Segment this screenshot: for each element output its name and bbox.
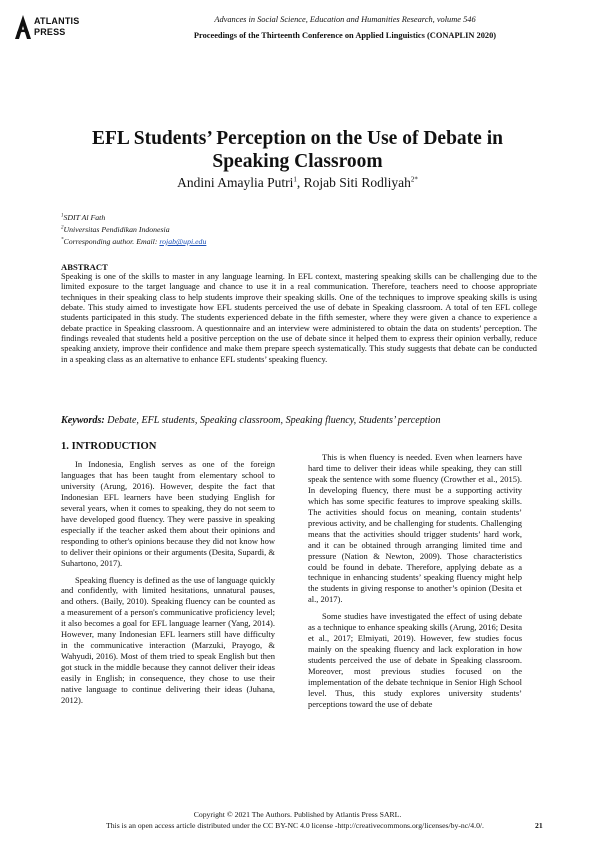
- left-column: [61, 459, 275, 712]
- author-name: Andini Amaylia Putri: [177, 175, 294, 190]
- affiliation-mark: 1: [61, 213, 64, 219]
- affiliation: [61, 237, 206, 246]
- proceedings-header: Proceedings of the Thirteenth Conference on Applied Linguistics (CONAPLIN 2020): [193, 31, 497, 40]
- paragraph: This is when fluency is needed. Even when learners have hard time to deliver their ideas while speaking, they can still speak the sentence with some fluency (Crowther et al., 2015). In developing fluency, there must be a supporting activity which has some specific features to improve speaking skills. The activities should focus on meaning, contain students’ previous activity, and be challenging for students. Challenging means that the activities should trigger students’ hard work, and it can be obtained through arranging limited time and pressure (Nation & Newton, 2009). Those characteristics could be found in debate. Therefore, applying debate as a technique in enhancing students’ speaking fluency might help the students in giving response to another’s opinion (Desita et al., 2017).: [308, 452, 522, 605]
- keywords-list: Debate, EFL students, Speaking classroom, Speaking fluency, Students’ perception: [104, 415, 441, 426]
- right-column: [308, 452, 522, 716]
- author-affiliation-mark: 2*: [410, 175, 418, 184]
- logo-text-line1: ATLANTIS: [34, 16, 80, 26]
- section-heading: 1. INTRODUCTION: [61, 441, 157, 452]
- paragraph: Some studies have investigated the effect of using debate as a technique to enhance speaking skills (Arung, 2016; Desita et al., 2017; Elmiyati, 2019). However, few studies focus mainly on the speaking fluency and lack exploration in how students perceived the use of debate in Speaking classroom. Moreover, most previous studies focused on the implementation of the debate technique in Senior High School level. Thus, this study explores university students’ perceptions toward the use of debate: [308, 611, 522, 709]
- author-name: Rojab Siti Rodliyah: [303, 175, 411, 190]
- keywords: [61, 415, 537, 426]
- affiliation-text: Corresponding author. Email:: [63, 237, 160, 246]
- author-separator: ,: [296, 175, 304, 190]
- logo-text-line2: PRESS: [34, 27, 66, 37]
- page-number: 21: [535, 821, 543, 830]
- paragraph: Speaking fluency is defined as the use of language quickly and confidently, with limited hesitations, unnatural pauses, and others. (Baily, 2010). Speaking fluency can be counted as a measurement of a person's communicative proficiency level; it also becomes a goal for EFL language learner (Yang, 2014). However, many Indonesian EFL learners still have difficulty in the communicative interaction (Marzuki, Prayogo, & Wahyudi, 2016). Most of them tried to speak English but then got stuck in the middle because they cannot deliver their ideas easily in English; in consequence, they chose to use their native language to continue delivering their ideas (Juhana, 2012).: [61, 574, 275, 706]
- paragraph: In Indonesia, English serves as one of the foreign languages that has been taught from elementary school to university (Arung, 2016). However, despite the fact that Indonesian EFL learners have been studying English for several years, when it comes to speaking, they do not seem to have developed good fluency. They were passive in speaking especially if the teacher asked them about their opinions and responding to other's opinions because they did not know how to deliver their opinions or their arguments (Desita, Supardi, & Suhartono, 2017).: [61, 459, 275, 568]
- title-line-1: EFL Students’ Perception on the Use of Debate in: [92, 128, 503, 149]
- affiliation: [61, 225, 170, 234]
- publisher-logo: [14, 14, 124, 48]
- license-notice: This is an open access article distributed under the CC BY-NC 4.0 license -http://creativecommons.org/licenses/by-nc/4.0/.: [106, 821, 484, 830]
- affiliation: [61, 213, 105, 222]
- affiliation-mark: 2: [61, 225, 64, 231]
- copyright-notice: Copyright © 2021 The Authors. Published by Atlantis Press SARL.: [193, 810, 402, 819]
- atlantis-logo-icon: [14, 14, 32, 40]
- series-header: Advances in Social Science, Education and Humanities Research, volume 546: [214, 15, 476, 24]
- affiliation-text: SDIT Al Fath: [63, 213, 106, 222]
- author-affiliation-mark: 1: [293, 175, 297, 184]
- abstract-text: Speaking is one of the skills to master in any language learning. In EFL context, mastering speaking skills can be challenging due to the limited exposure to the target language and chance to use it in a real communication. Therefore, teachers need to choose appropriate techniques in their speaking class to help students improve their speaking skills. One of the techniques to improve speaking skills is using debate. This study aimed to investigate how EFL students perceived the use of debate in Speaking classroom. A total of ten EFL college students participated in this study. The students experienced debate in the fifth semester, where they were given a chance to experience a debate practice in Speaking classroom. A questionnaire and an interview were administered to obtain the data on students’ perception. The findings revealed that students held a positive perception on the use of debate since it helped them to express their opinion verbally, reduce speaking anxiety, improve their confidence and make them prepare speech systematically. This study suggests that debate can be conducted in a speaking class as an alternative to enhance EFL students’ speaking fluency.: [61, 272, 537, 364]
- email-link[interactable]: rojab@upi.edu: [159, 237, 207, 246]
- title-line-2: Speaking Classroom: [212, 151, 383, 172]
- affiliation-mark: *: [61, 237, 64, 243]
- affiliation-text: Universitas Pendidikan Indonesia: [63, 225, 170, 234]
- paper-title: [50, 127, 545, 173]
- keywords-label: Keywords:: [61, 415, 105, 426]
- author-list: [50, 175, 545, 191]
- abstract-heading: ABSTRACT: [61, 262, 108, 272]
